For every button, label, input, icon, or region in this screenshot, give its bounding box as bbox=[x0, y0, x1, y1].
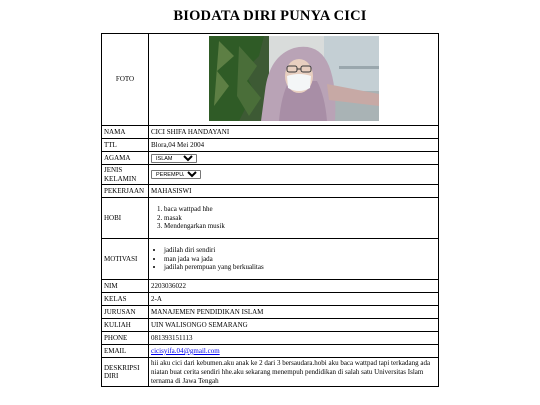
table-row-email bbox=[102, 345, 439, 358]
table-row-kuliah bbox=[102, 319, 439, 332]
table-row-jurusan bbox=[102, 306, 439, 319]
value-motivasi-cell bbox=[149, 239, 439, 280]
table-row-nim bbox=[102, 280, 439, 293]
value-jenis-kelamin-cell bbox=[149, 165, 439, 185]
table-row-foto bbox=[102, 34, 439, 126]
row-label-motivasi: MOTIVASI bbox=[102, 239, 149, 280]
value-phone: 081393151113 bbox=[149, 332, 439, 345]
table-row-ttl bbox=[102, 139, 439, 152]
hobi-item: 2. masak bbox=[164, 214, 436, 222]
hobi-item: 3. Mendengarkan musik bbox=[164, 222, 436, 230]
motivasi-item: • jadilah perempuan yang berkualitas bbox=[164, 263, 436, 271]
row-label-foto: FOTO bbox=[102, 34, 149, 126]
row-label-jurusan: JURUSAN bbox=[102, 306, 149, 319]
row-label-deskripsi: DESKRIPSI DIRI bbox=[102, 358, 149, 387]
motivasi-list bbox=[151, 246, 436, 271]
row-label-email: EMAIL bbox=[102, 345, 149, 358]
row-label-jenis-kelamin: JENIS KELAMIN bbox=[102, 165, 149, 185]
motivasi-item: • jadilah diri sendiri bbox=[164, 246, 436, 254]
row-label-pekerjaan: PEKERJAAN bbox=[102, 185, 149, 198]
hobi-item: 1. baca wattpad hhe bbox=[164, 205, 436, 213]
value-jurusan: MANAJEMEN PENDIDIKAN ISLAM bbox=[149, 306, 439, 319]
row-label-kuliah: KULIAH bbox=[102, 319, 149, 332]
email-link[interactable]: cicisyifa.04@gmail.com bbox=[151, 346, 220, 355]
row-label-agama: AGAMA bbox=[102, 152, 149, 165]
table-row-phone bbox=[102, 332, 439, 345]
row-label-ttl: TTL bbox=[102, 139, 149, 152]
value-nama: CICI SHIFA HANDAYANI bbox=[149, 126, 439, 139]
agama-select[interactable] bbox=[151, 154, 197, 163]
photo-cell bbox=[149, 34, 439, 126]
row-label-nim: NIM bbox=[102, 280, 149, 293]
hobi-list bbox=[151, 205, 436, 230]
value-kuliah: UIN WALISONGO SEMARANG bbox=[149, 319, 439, 332]
table-row-agama bbox=[102, 152, 439, 165]
table-row-pekerjaan bbox=[102, 185, 439, 198]
value-hobi-cell bbox=[149, 198, 439, 239]
table-row-hobi bbox=[102, 198, 439, 239]
table-row-motivasi bbox=[102, 239, 439, 280]
profile-photo bbox=[209, 36, 379, 121]
value-agama-cell bbox=[149, 152, 439, 165]
row-label-kelas: KELAS bbox=[102, 293, 149, 306]
motivasi-item: • man jada wa jada bbox=[164, 255, 436, 263]
table-row-kelas bbox=[102, 293, 439, 306]
page-title: BIODATA DIRI PUNYA CICI bbox=[173, 8, 367, 24]
jenis-kelamin-select[interactable] bbox=[151, 170, 201, 179]
value-email-cell bbox=[149, 345, 439, 358]
value-deskripsi: hii aku cici dari kebumen.aku anak ke 2 dari 3 bersaudara.hobi aku baca wattpad tapi terkadang ada niatan buat cerita sendiri hhe.aku sekarang menempuh pendidikan di salah satu Universitas Islam ternama di Jawa Tengah bbox=[149, 358, 439, 387]
table-row-deskripsi bbox=[102, 358, 439, 387]
value-nim: 2203036022 bbox=[149, 280, 439, 293]
table-row-nama bbox=[102, 126, 439, 139]
value-pekerjaan: MAHASISWI bbox=[149, 185, 439, 198]
row-label-nama: NAMA bbox=[102, 126, 149, 139]
row-label-hobi: HOBI bbox=[102, 198, 149, 239]
table-row-jenis-kelamin bbox=[102, 165, 439, 185]
value-ttl: Blora,04 Mei 2004 bbox=[149, 139, 439, 152]
biodata-table bbox=[101, 33, 439, 387]
value-kelas: 2-A bbox=[149, 293, 439, 306]
row-label-phone: PHONE bbox=[102, 332, 149, 345]
